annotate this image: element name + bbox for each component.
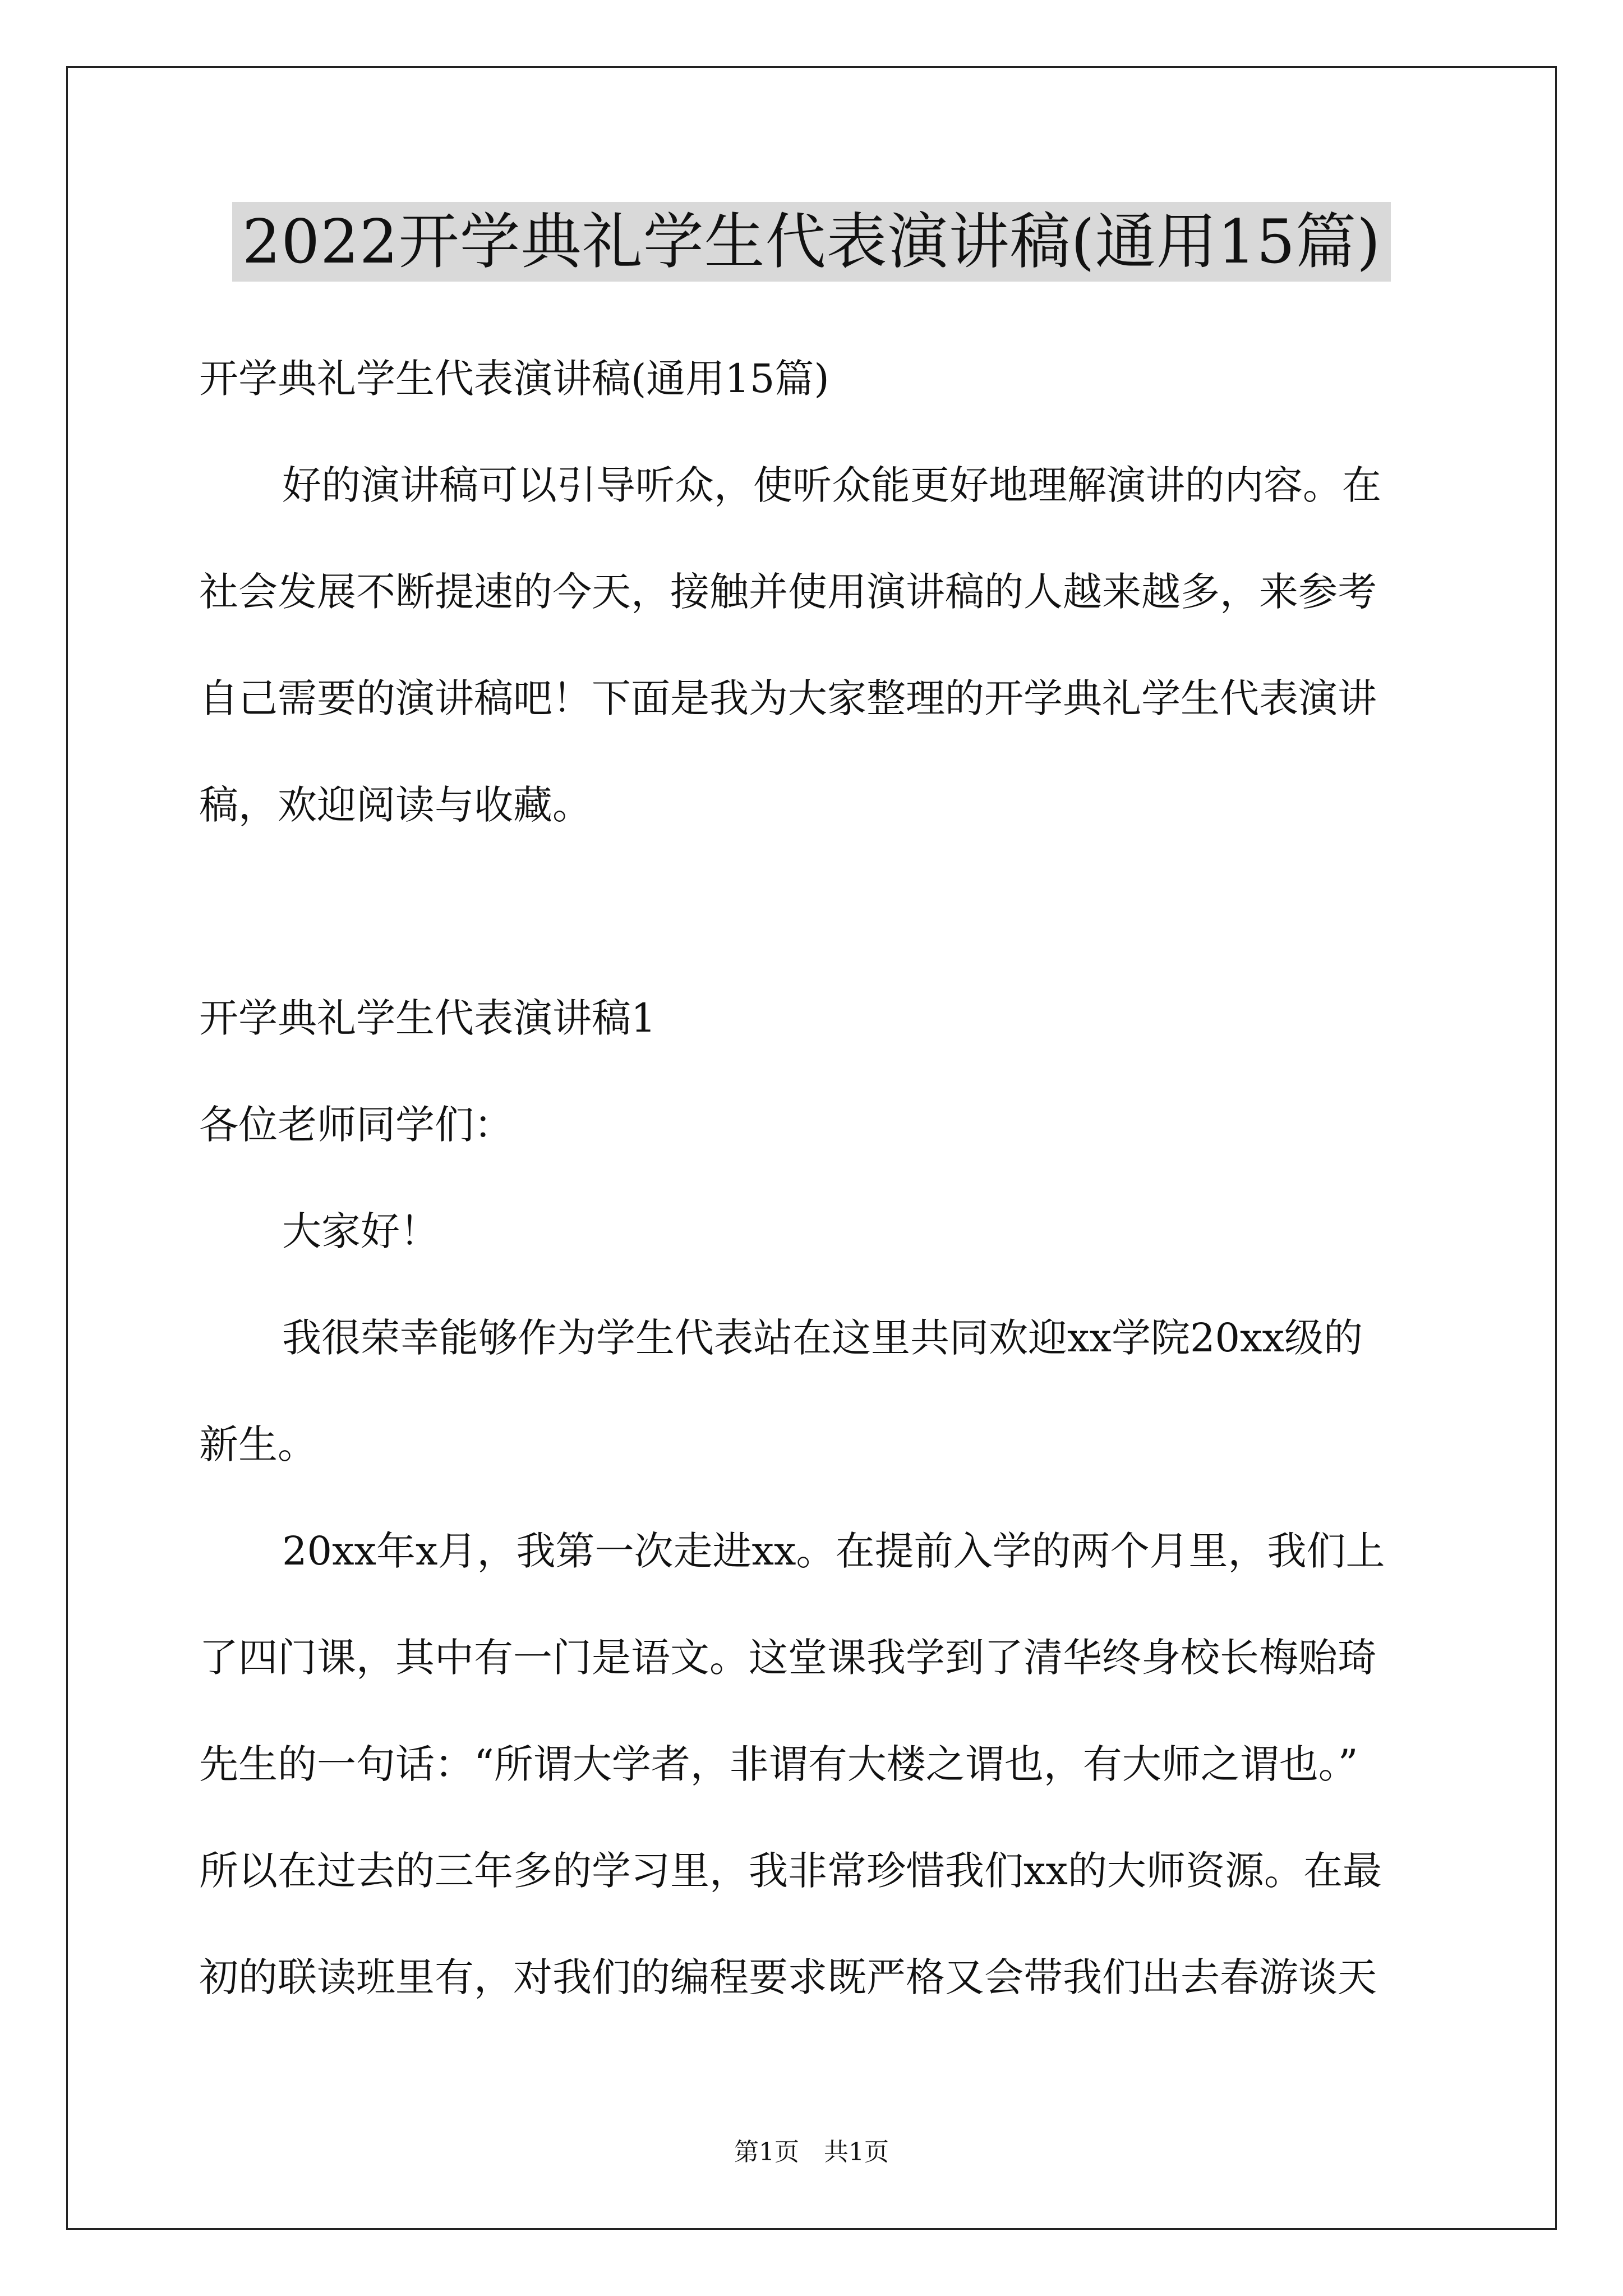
- page-footer: 第1页 共1页: [734, 2138, 889, 2166]
- paragraph-line: 自己需要的演讲稿吧！下面是我为大家整理的开学典礼学生代表演讲: [199, 675, 1377, 721]
- subtitle-line: 开学典礼学生代表演讲稿(通用15篇): [199, 356, 829, 402]
- paragraph-line: 了四门课，其中有一门是语文。这堂课我学到了清华终身校长梅贻琦: [199, 1635, 1377, 1681]
- paragraph-line: 稿，欢迎阅读与收藏。: [199, 782, 592, 828]
- document-title: [0, 202, 1623, 282]
- document-title-text: 2022开学典礼学生代表演讲稿(通用15篇): [232, 202, 1391, 282]
- paragraph-line: 新生。: [199, 1421, 317, 1467]
- paragraph-line: 好的演讲稿可以引导听众，使听众能更好地理解演讲的内容。在: [282, 462, 1381, 508]
- greeting-line: 大家好！: [282, 1208, 439, 1254]
- section-heading: 开学典礼学生代表演讲稿1: [199, 995, 656, 1041]
- paragraph-line: 初的联读班里有，对我们的编程要求既严格又会带我们出去春游谈天: [199, 1954, 1377, 2000]
- paragraph-line: 所以在过去的三年多的学习里，我非常珍惜我们xx的大师资源。在最: [199, 1848, 1382, 1894]
- paragraph-line: 社会发展不断提速的今天，接触并使用演讲稿的人越来越多，来参考: [199, 569, 1377, 615]
- paragraph-line: 20xx年x月，我第一次走进xx。在提前入学的两个月里，我们上: [282, 1528, 1385, 1574]
- paragraph-line: 我很荣幸能够作为学生代表站在这里共同欢迎xx学院20xx级的: [282, 1315, 1363, 1361]
- paragraph-line: 先生的一句话：“所谓大学者，非谓有大楼之谓也，有大师之谓也。”: [199, 1741, 1358, 1787]
- salutation-line: 各位老师同学们：: [199, 1102, 513, 1148]
